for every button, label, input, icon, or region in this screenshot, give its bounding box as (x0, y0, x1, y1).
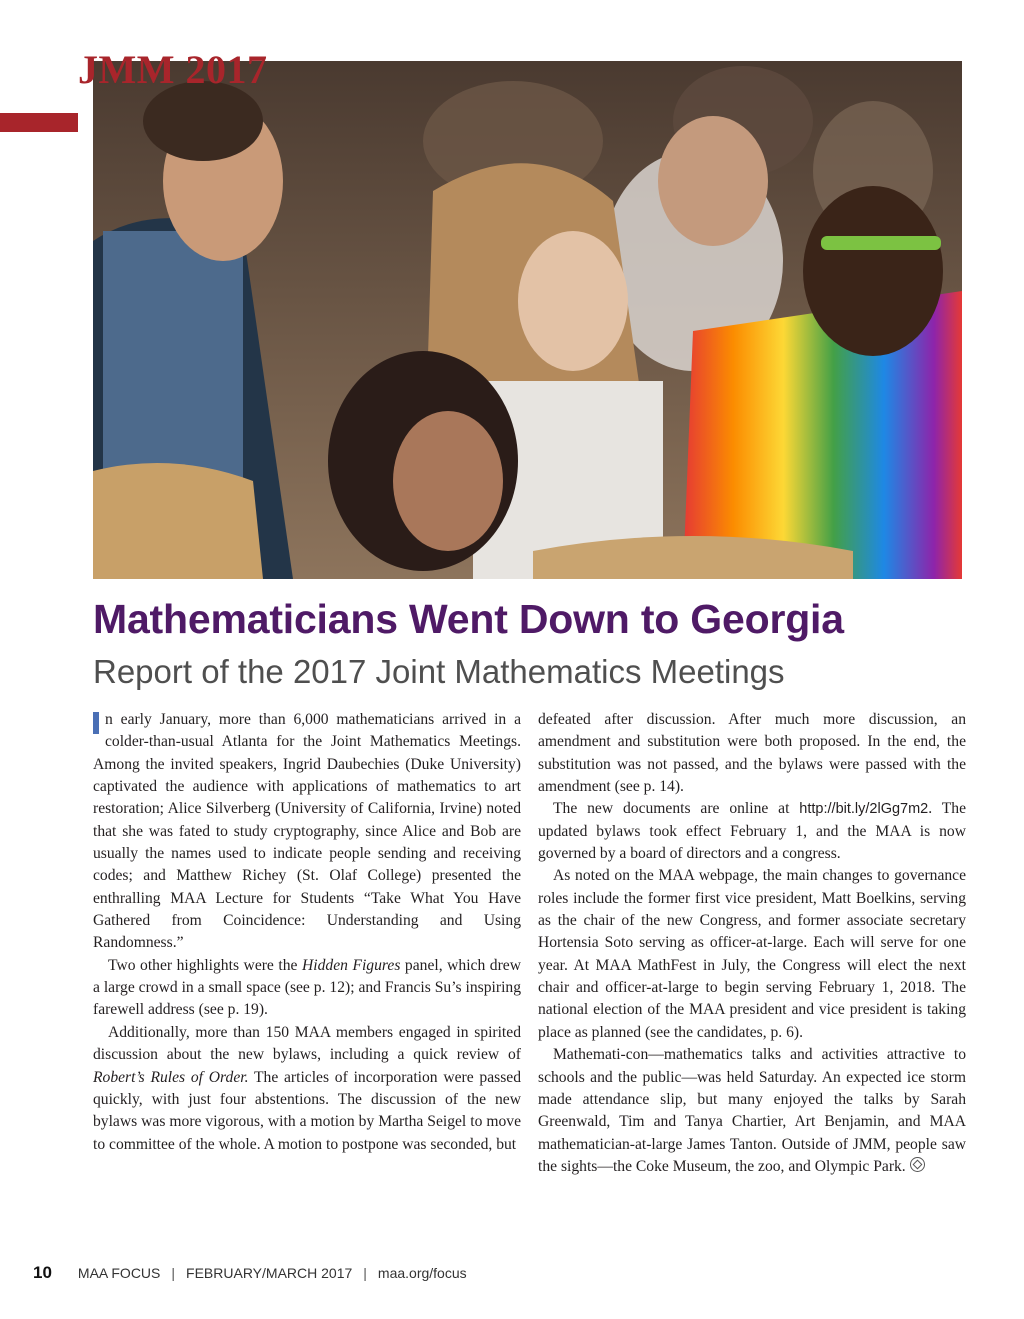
page-number: 10 (33, 1263, 52, 1282)
article-subtitle: Report of the 2017 Joint Mathematics Meetings (93, 653, 785, 690)
paragraph: Additionally, more than 150 MAA members engaged in spirited discussion about the new bylaws, including a quick review of Robert’s Rules of Order. The articles of incorporation were passed quickly, with just four abstentions. The discussion of the new bylaws was more vigorous, with a motion by Martha Seigel to move to committee of the whole. A motion to postpone was seconded, but (93, 1023, 521, 1153)
bylaws-link[interactable]: http://bit.ly/2lGg7m2 (799, 801, 929, 818)
footer-separator: | (171, 1265, 176, 1281)
publication-name: MAA FOCUS (77, 1265, 161, 1281)
paragraph: The new documents are online at http://bit.ly/2lGg7m2. The updated bylaws took effect February 1, and the MAA is now governed by a board of directors and a congress. (538, 800, 966, 863)
website-link[interactable]: maa.org/focus (377, 1265, 467, 1281)
issue-date: FEBRUARY/MARCH 2017 (186, 1265, 353, 1281)
paragraph-text: n early January, more than 6,000 mathematicians arrived in a colder-than-usual Atlanta for the Joint Mathematics Meetings. Among the invited speakers, Ingrid Daubechies (Duke University) captivated the audience with applications of mathematics to art restoration; Alice Silverberg (University of California, Irvine) noted that she was fated to study cryptography, since Alice and Bob are usually the names used to indicate people sending and receiving codes; and Matthew Richey (St. Olaf College) presented the enthralling MAA Lecture for Students “Take What You Have Gathered from Coincidence: Understanding and Using Randomness.” (93, 711, 521, 952)
article-column-right (538, 709, 966, 1178)
paragraph: As noted on the MAA webpage, the main changes to governance roles include the former first vice president, Matt Boelkins, serving as the chair of the new Congress, and former associate secretary Hortensia Soto serving as officer-at-large. Each will serve for one year. At MAA MathFest in July, the Congress will elect the next chair and officer-at-large to begin serving February 1, 2018. The national election of the MAA president and vice president is taking place as planned (see the candidates, p. 6). (538, 867, 966, 1041)
paragraph: defeated after discussion. After much more discussion, an amendment and substitution were both proposed. In the end, the substitution was not passed, and the bylaws were passed with the amendment (see p. 14). (538, 711, 966, 796)
page-footer (33, 1263, 467, 1283)
emphasis-title: Robert’s Rules of Order. (93, 1068, 249, 1086)
paragraph: Two other highlights were the Hidden Figures panel, which drew a large crowd in a small space (see p. 12); and Francis Su’s inspiring farewell address (see p. 19). (93, 956, 521, 1019)
emphasis-title: Hidden Figures (302, 956, 401, 974)
section-label: JMM 2017 (78, 47, 268, 92)
drop-cap-mark (93, 712, 99, 734)
article-title: Mathematicians Went Down to Georgia (93, 596, 844, 642)
paragraph: Mathemati-con—mathematics talks and activities attractive to schools and the public—was held Saturday. An expected ice storm made attendance slip, but many enjoyed the talks by Sarah Greenwald, Tim and Tanya Chartier, Art Benjamin, and MAA mathematician-at-large James Tanton. Outside of JMM, people saw the sights—the Coke Museum, the zoo, and Olympic Park. (538, 1046, 966, 1175)
audience-photo (93, 61, 962, 579)
footer-separator: | (363, 1265, 367, 1281)
paragraph (93, 709, 521, 955)
section-accent-bar (0, 113, 78, 132)
end-of-article-icon (910, 1157, 925, 1172)
article-column-left (93, 709, 521, 1156)
